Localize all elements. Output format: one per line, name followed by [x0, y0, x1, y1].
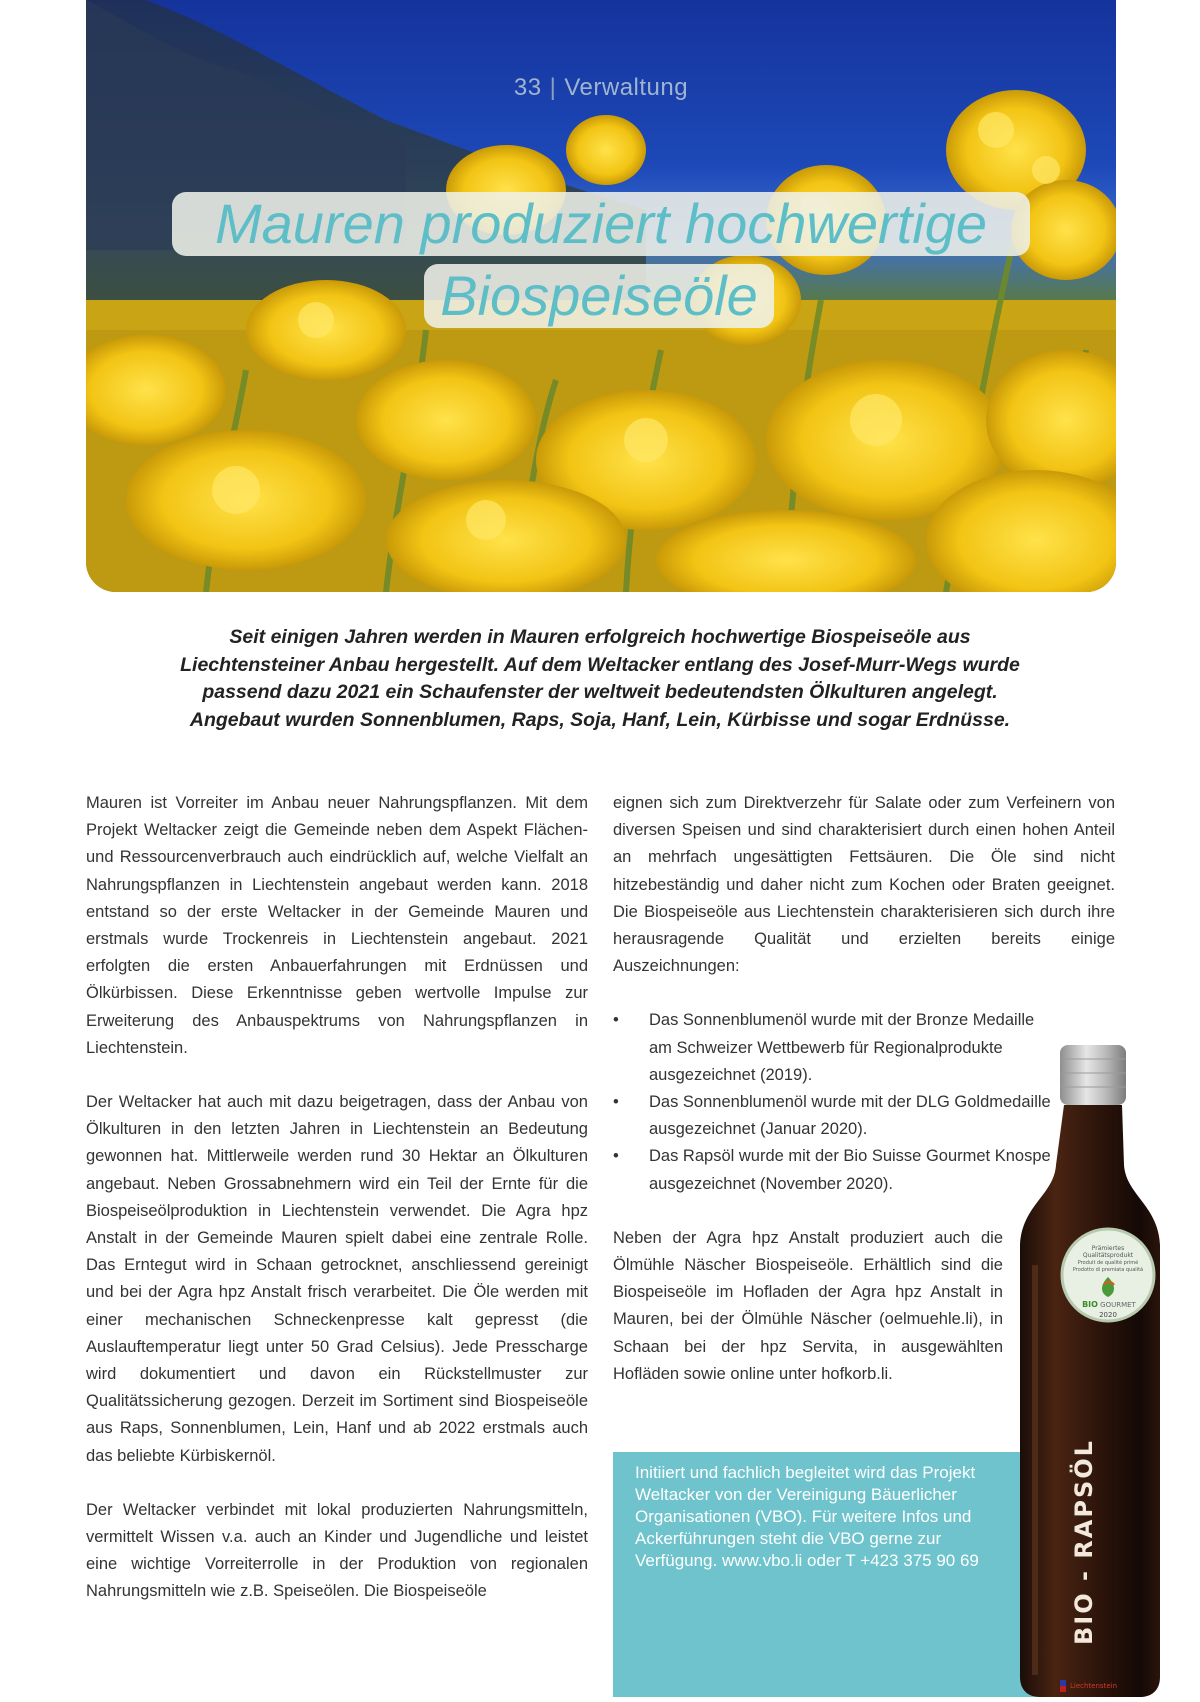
badge-bio: BIO	[1082, 1300, 1098, 1309]
info-box	[613, 1452, 1073, 1697]
body-paragraph: Der Weltacker hat auch mit dazu beigetragen, dass der Anbau von Ölkulturen in den letzten Jahren in Liechtenstein an Bedeutung gewonnen hat. Mittlerweile werden rund 30 Hektar an Ölkulturen angebaut. Neben Grossabnehmern wird ein Teil der Ernte für die Biospeiseölproduktion in Liechtenstein verwendet. Die Agra hpz Anstalt in der Gemeinde Mauren spielt dabei eine zentrale Rolle. Das Erntegut wird in Schaan getrocknet, anschliessend gereinigt und bei der Agra hpz Anstalt frisch verarbeitet. Die Öle werden mit einer mechanischen Schneckenpresse kalt gepresst (die Auslauftemperatur liegt unter 50 Grad Celsius). Jede Presscharge wird dokumentiert und davon ein Rückstellmuster zur Qualitätssicherung gezogen. Derzeit im Sortiment sind Biospeiseöle aus Raps, Sonnenblumen, Lein, Hanf und ab 2022 erstmals auch das beliebte Kürbiskernöl.	[86, 1093, 588, 1465]
badge-year: 2020	[1099, 1311, 1117, 1319]
intro-line: Seit einigen Jahren werden in Mauren erfolgreich hochwertige Biospeiseöle aus	[229, 626, 971, 648]
intro-line: Liechtensteiner Anbau hergestellt. Auf dem Weltacker entlang des Josef-Murr-Wegs wurde	[180, 653, 1020, 676]
awards-list	[613, 1007, 1053, 1197]
bottle-illustration	[1008, 1045, 1173, 1697]
oil-bottle-image	[1008, 1045, 1173, 1697]
article-title-line-2: Biospeiseöle	[424, 264, 774, 328]
header-separator: |	[549, 74, 557, 101]
info-box-text: Initiiert und fachlich begleitet wird das Projekt Weltacker von der Vereinigung Bäuerlicher Organisationen (VBO). Für weitere Infos und Ackerführungen steht die VBO gerne zur Verfügung. www.vbo.li oder T +423 375 90 69	[635, 1463, 979, 1570]
page-number: 33	[513, 74, 542, 101]
intro-line: passend dazu 2021 ein Schaufenster der weltweit bedeutendsten Ölkulturen angelegt.	[202, 681, 998, 703]
badge-line: Prämiertes	[1091, 1245, 1125, 1252]
article-title-line-1: Mauren produziert hochwertige	[172, 192, 1030, 256]
badge-line: Produit de qualité primé	[1077, 1260, 1139, 1266]
body-paragraph: Mauren ist Vorreiter im Anbau neuer Nahrungspflanzen. Mit dem Projekt Weltacker zeigt die Gemeinde neben dem Aspekt Flächen- und Ressourcenverbrauch auch eindrücklich auf, welche Vielfalt an Nahrungspflanzen in Liechtenstein angebaut werden kann. 2018 entstand so der erste Weltacker in der Gemeinde Mauren und erstmals wurde Trockenreis in Liechtenstein angebaut. 2021 erfolgten die ersten Anbauerfahrungen mit Erdnüssen und Ölkürbissen. Diese Erkenntnisse geben wertvolle Impulse zur Erweiterung des Anbauspektrums von Nahrungspflanzen in Liechtenstein.	[86, 794, 588, 1057]
intro-line: Angebaut wurden Sonnenblumen, Raps, Soja, Hanf, Lein, Kürbisse und sogar Erdnüsse.	[189, 708, 1011, 731]
badge-line: Qualitätsprodukt	[1082, 1252, 1134, 1259]
body-paragraph: Neben der Agra hpz Anstalt produziert auch die Ölmühle Näscher Biospeiseöle. Erhältlich sind die Biospeiseöle im Hofladen der Agra hpz Anstalt in Mauren, bei der Ölmühle Näscher (oelmuehle.li), in Schaan bei der hpz Servita, in ausgewählten Hofläden sowie online unter hofkorb.li.	[613, 1228, 1003, 1383]
hero-image	[86, 0, 1116, 592]
list-item: • Das Sonnenblumenöl wurde mit der Bronze Medaille am Schweizer Wettbewerb für Regionalprodukte ausgezeichnet (2019).	[613, 1007, 1053, 1089]
body-paragraph: Der Weltacker verbindet mit lokal produzierten Nahrungsmitteln, vermittelt Wissen v.a. auch an Kinder und Jugendliche und leistet eine wichtige Vorreiterrolle in der Produktion von regionalen Nahrungsmitteln wie z.B. Speiseölen. Die Biospeiseöle	[86, 1500, 588, 1601]
list-item: • Das Rapsöl wurde mit der Bio Suisse Gourmet Knospe ausgezeichnet (November 2020).	[613, 1143, 1053, 1197]
article-intro	[120, 624, 1080, 734]
list-item: • Das Sonnenblumenöl wurde mit der DLG Goldmedaille ausgezeichnet (Januar 2020).	[613, 1089, 1053, 1143]
badge-gourmet: GOURMET	[1100, 1301, 1136, 1309]
bottle-label: BIO - RAPSÖL	[1070, 1439, 1098, 1645]
section-name: Verwaltung	[564, 74, 689, 101]
page-header	[86, 74, 1116, 102]
body-paragraph: eignen sich zum Direktverzehr für Salate oder zum Verfeinern von diversen Speisen und sind charakterisiert durch einen hohen Anteil an mehrfach ungesättigten Fettsäuren. Die Öle sind nicht hitzebeständig und daher nicht zum Kochen oder Braten geeignet. Die Biospeiseöle aus Liechtenstein charakterisieren sich durch ihre herausragende Qualität und erzielten bereits einige Auszeichnungen:	[613, 794, 1115, 976]
bottle-origin: Liechtenstein	[1070, 1682, 1118, 1690]
body-column-left	[86, 790, 588, 1606]
badge-line: Prodotto di premiata qualità	[1072, 1267, 1144, 1273]
